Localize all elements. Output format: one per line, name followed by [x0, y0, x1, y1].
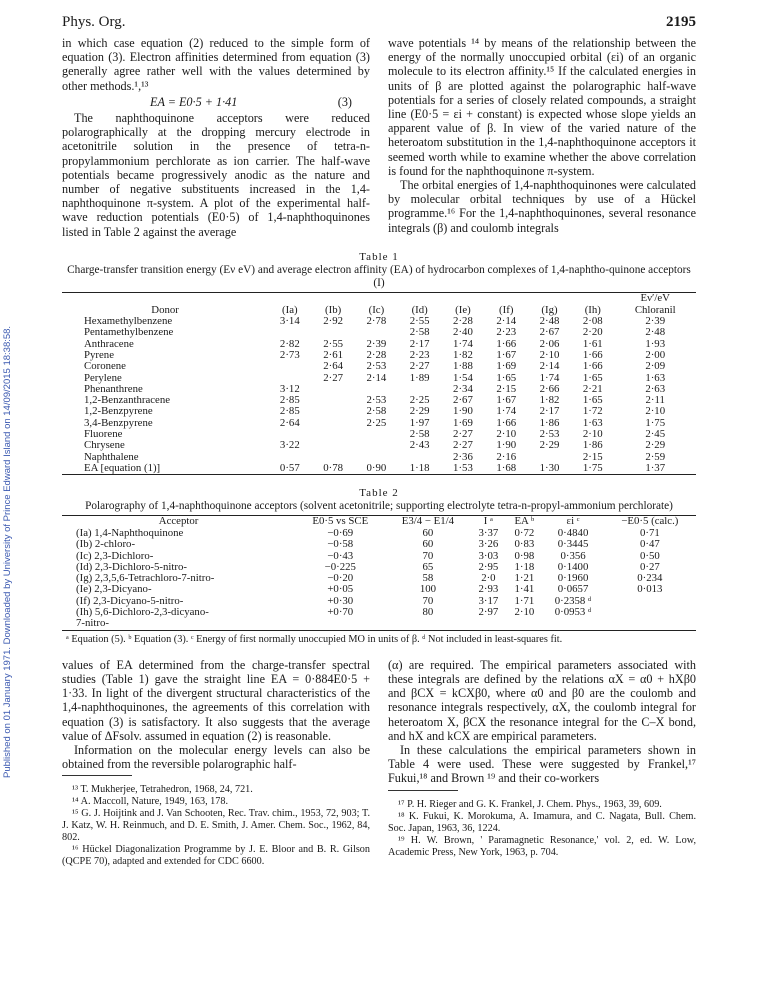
table-cell: 1·66: [582, 348, 603, 361]
table-cell: [268, 327, 311, 338]
column-header: Chloranil: [634, 303, 676, 316]
table-cell: −0·43: [327, 549, 354, 562]
column-header: (Ib): [325, 303, 342, 316]
table-1-grid: [62, 292, 696, 475]
table-cell: 65: [422, 560, 434, 573]
column-header: (Ia): [282, 303, 298, 316]
table-cell: 1·74: [496, 405, 517, 418]
table-cell: 2·64: [279, 416, 300, 429]
table-cell: 0·013: [637, 583, 663, 596]
table-cell: 2·10: [514, 605, 535, 618]
table-cell: 2·28: [453, 315, 473, 328]
row-label: Pentamethylbenzene: [84, 326, 174, 339]
table-cell: [542, 618, 603, 630]
table-cell: 2·10: [582, 428, 603, 441]
table-cell: 1·86: [582, 439, 603, 452]
table-cell: 2·48: [645, 326, 666, 339]
column-header: Donor: [151, 303, 179, 316]
table-cell: 2·67: [539, 326, 560, 339]
table-2-label: Table 2: [359, 487, 399, 500]
table-cell: 1·37: [645, 461, 666, 474]
table-cell: 2·97: [478, 605, 499, 618]
download-watermark-text: Published on 01 January 1971. Downloaded by University of Prince Edward Island on 14/09/2015 18:38:58.: [2, 325, 13, 778]
table-cell: 58: [422, 572, 434, 585]
table-cell: 2·43: [409, 439, 430, 452]
table-cell: 3·37: [478, 526, 499, 539]
column-header: (Ih): [584, 303, 601, 316]
bottom-left-column: [62, 658, 370, 869]
table-cell: 2·14: [496, 315, 517, 328]
table-cell: [355, 429, 398, 440]
table-cell: [311, 429, 354, 440]
paragraph: The naphthoquinone acceptors were reduced polarographically at the dropping mercury electrode in acetonitrile solution in the presence of tetra-n-propylammonium perchlorate as ion carrier. The half-wave potentials became progressively anodic as the nature and number of negative substituents increased in the 1,4-naphthoquinone π-system. A plot of the experimental half-wave reduction potentials (E0·5) of 1,4-naphthoquinones listed in Table 2 against the average: [62, 111, 370, 239]
running-head: [62, 8, 696, 36]
table-cell: 2·73: [279, 348, 300, 361]
column-header: (Ig): [541, 303, 558, 316]
table-cell: 2·39: [366, 337, 387, 350]
table-cell: 2·36: [453, 450, 473, 463]
table-cell: 2·28: [366, 348, 387, 361]
page-number: 2195: [666, 14, 696, 30]
column-header: E0·5 vs SCE: [312, 515, 369, 528]
reference: ¹⁷ P. H. Rieger and G. K. Frankel, J. Chem. Phys., 1963, 39, 609.: [398, 798, 662, 810]
table-cell: 1·63: [582, 416, 603, 429]
table-cell: 1·18: [514, 560, 535, 573]
paragraph: The orbital energies of 1,4-naphthoquinones were calculated by molecular orbital techniques by use of a Hückel programme.¹⁶ For the 1,4-naphthoquinones, several resonance integrals (β) and coulomb integrals: [388, 178, 696, 235]
table-cell: 2·63: [645, 382, 666, 395]
table-cell: 1·18: [409, 461, 430, 474]
table-cell: 1·53: [453, 461, 473, 474]
table-cell: [604, 618, 696, 630]
column-header: E3/4 − E1/4: [401, 515, 455, 528]
table-cell: 1·97: [409, 416, 430, 429]
table-cell: 0·3445: [557, 538, 589, 551]
table-cell: 0·78: [323, 461, 343, 474]
table-cell: 0·0953 ᵈ: [554, 605, 592, 618]
table-cell: 2·66: [539, 382, 560, 395]
equation-body: EA = E0·5 + 1·41: [150, 94, 238, 109]
table-1-body: [62, 316, 696, 475]
table-1-header-note: Eν′/eV: [640, 292, 670, 305]
table-cell: 3·17: [478, 594, 499, 607]
bottom-columns: [62, 658, 696, 869]
table-cell: −0·69: [327, 526, 354, 539]
table-cell: 0·47: [639, 538, 660, 551]
table-cell: 2·55: [323, 337, 343, 350]
table-cell: 1·89: [409, 371, 430, 384]
table-cell: 2·48: [539, 315, 560, 328]
table-cell: 1·65: [582, 371, 603, 384]
table-row: [62, 618, 696, 630]
table-cell: 3·12: [279, 382, 300, 395]
column-header: EA ᵇ: [514, 515, 535, 528]
table-row: [62, 528, 696, 539]
table-cell: 2·53: [366, 394, 387, 407]
column-header: (Ic): [368, 303, 385, 316]
table-cell: 0·2358 ᵈ: [554, 594, 592, 607]
table-cell: 2·00: [645, 348, 666, 361]
table-row: [62, 361, 696, 372]
row-label: Naphthalene: [84, 450, 139, 463]
table-cell: 0·27: [639, 560, 660, 573]
table-cell: 2·29: [409, 405, 430, 418]
column-header: I ᵃ: [483, 515, 494, 528]
table-row: [62, 607, 696, 618]
table-cell: 0·72: [514, 526, 535, 539]
table-cell: 70: [422, 549, 434, 562]
paragraph: (α) are required. The empirical parameters associated with these integrals are defined by the relations αX = α0 + hXβ0 and βCX = kCXβ0, where α0 and β0 are the coulomb and resonance integrals respectively, αX, the coulomb integral for heteroatom X, βCX the resonance integral for the C–X bond, and hX and kCX are empirical parameters.: [388, 657, 696, 743]
table-cell: 3·22: [279, 439, 300, 452]
table-cell: 2·64: [323, 360, 343, 373]
table-cell: 2·59: [645, 450, 666, 463]
footnote-rule: [388, 790, 458, 791]
table-cell: 2·17: [409, 337, 430, 350]
column-header: −E0·5 (calc.): [621, 515, 679, 528]
table-2-body: [62, 528, 696, 630]
table-cell: 0·4840: [557, 526, 589, 539]
table-cell: 1·66: [582, 360, 603, 373]
table-cell: 2·14: [539, 360, 560, 373]
journal-page: [62, 8, 696, 868]
table-cell: 2·82: [279, 337, 300, 350]
table-cell: 2·17: [539, 405, 560, 418]
table-cell: 2·95: [478, 560, 499, 573]
column-header: εi ᶜ: [566, 515, 580, 528]
table-cell: 60: [422, 526, 434, 539]
table-cell: 2·20: [582, 326, 603, 339]
table-cell: [311, 395, 354, 406]
table-cell: [311, 440, 354, 451]
table-cell: [311, 418, 354, 429]
table-cell: −0·20: [327, 572, 354, 585]
table-cell: 2·29: [539, 439, 560, 452]
reference: ¹³ T. Mukherjee, Tetrahedron, 1968, 24, 721.: [72, 784, 253, 796]
reference: ¹⁸ K. Fukui, K. Morokuma, A. Imamura, and C. Nagata, Bull. Chem. Soc. Japan, 1963, 36, 1224.: [388, 810, 696, 834]
table-cell: 1·66: [496, 337, 517, 350]
table-cell: 60: [422, 538, 434, 551]
references-left: [62, 784, 370, 868]
table-cell: 2·40: [453, 326, 473, 339]
table-row: [62, 539, 696, 550]
table-cell: 0·234: [637, 572, 663, 585]
row-label: (Ia) 1,4-Naphthoquinone: [76, 526, 184, 539]
table-cell: 1·74: [453, 337, 473, 350]
table-cell: 2·27: [409, 360, 430, 373]
row-label: Phenanthrene: [84, 382, 143, 395]
table-cell: 1·61: [582, 337, 603, 350]
table-cell: 2·23: [496, 326, 517, 339]
table-cell: 0·71: [639, 526, 660, 539]
download-watermark: [2, 118, 16, 778]
equation-3: [62, 93, 370, 111]
table-cell: 70: [422, 594, 434, 607]
table-cell: 0·98: [514, 549, 535, 562]
table-cell: 0·1960: [557, 572, 589, 585]
row-label: Coronene: [84, 360, 126, 373]
table-cell: 2·0: [481, 572, 496, 585]
table-cell: 2·27: [453, 439, 473, 452]
table-cell: 2·27: [453, 428, 473, 441]
paragraph: in which case equation (2) reduced to the simple form of equation (3). Electron affinities determined from equation (3) generally agree rather well with the values determined by other methods.¹,¹³: [62, 36, 370, 93]
table-cell: 0·83: [514, 538, 535, 551]
table-cell: 2·85: [279, 394, 300, 407]
table-cell: 3·03: [478, 549, 499, 562]
reference: ¹⁶ Hückel Diagonalization Programme by J. E. Bloor and B. R. Gilson (QCPE 70), adapted and extended for CDC 6600.: [62, 844, 370, 868]
table-cell: 2·78: [366, 315, 387, 328]
table-cell: 2·58: [409, 428, 430, 441]
table-cell: 1·75: [582, 461, 603, 474]
table-1-label: Table 1: [359, 250, 399, 263]
reference: ¹⁴ A. Maccoll, Nature, 1949, 163, 178.: [72, 796, 228, 808]
reference: ¹⁵ G. J. Hoijtink and J. Van Schooten, Rec. Trav. chim., 1953, 72, 903; T. J. Katz, W. H. Reinmuch, and D. E. Smith, J. Amer. Chem. Soc., 1962, 84, 802.: [62, 808, 370, 844]
table-cell: 2·15: [496, 382, 517, 395]
table-cell: −0·225: [324, 560, 356, 573]
table-cell: 1·30: [539, 461, 560, 474]
table-cell: [604, 596, 696, 607]
table-cell: 2·39: [645, 315, 666, 328]
table-cell: 2·25: [409, 394, 430, 407]
table-cell: 1·69: [496, 360, 517, 373]
table-cell: 0·57: [279, 461, 300, 474]
column-header: (Ie): [455, 303, 471, 316]
row-label: (Ic) 2,3-Dichloro-: [76, 549, 154, 562]
table-cell: 2·10: [496, 428, 517, 441]
table-cell: 2·61: [323, 348, 343, 361]
row-label: (Ie) 2,3-Dicyano-: [76, 583, 152, 596]
table-cell: 100: [419, 583, 437, 596]
top-left-column: [62, 36, 370, 239]
table-cell: 2·10: [539, 348, 560, 361]
table-cell: 2·23: [409, 348, 430, 361]
table-cell: 2·06: [539, 337, 560, 350]
table-cell: 0·356: [560, 549, 586, 562]
table-cell: 1·74: [539, 371, 560, 384]
footnote-rule: [62, 775, 132, 776]
table-2-caption: Polarography of 1,4-naphthoquinone acceptors (solvent acetonitrile; supporting electrolyte tetra-n-propyl-ammonium perchlorate): [85, 500, 673, 513]
row-label: Perylene: [84, 371, 122, 384]
table-row: [62, 440, 696, 451]
table-cell: [355, 440, 398, 451]
table-cell: 1·72: [582, 405, 603, 418]
table-cell: 2·58: [366, 405, 387, 418]
table-cell: 1·21: [514, 572, 535, 585]
table-cell: 2·93: [478, 583, 499, 596]
bottom-right-column: [388, 658, 696, 869]
table-cell: 1·86: [539, 416, 560, 429]
table-cell: [506, 618, 542, 630]
table-cell: 2·67: [453, 394, 473, 407]
table-cell: 2·25: [366, 416, 387, 429]
row-label: (Ih) 5,6-Dichloro-2,3-dicyano-: [76, 605, 209, 618]
table-cell: [604, 607, 696, 618]
table-cell: 0·1400: [557, 560, 589, 573]
table-cell: 2·27: [323, 371, 343, 384]
references-right: [388, 799, 696, 859]
top-columns: [62, 36, 696, 239]
reference: ¹⁹ H. W. Brown, ' Paramagnetic Resonance,' vol. 2, ed. W. Low, Academic Press, New York, 1963, p. 704.: [388, 834, 696, 858]
column-header: (Id): [411, 303, 428, 316]
row-label: Anthracene: [84, 337, 134, 350]
table-cell: 1·65: [496, 371, 517, 384]
table-row: [62, 573, 696, 584]
table-cell: −0·58: [327, 538, 354, 551]
table-cell: 2·34: [453, 382, 473, 395]
table-cell: 2·14: [366, 371, 387, 384]
table-cell: [268, 361, 311, 372]
column-header: Acceptor: [158, 515, 199, 528]
row-label: (If) 2,3-Dicyano-5-nitro-: [76, 594, 184, 607]
table-cell: [311, 384, 354, 395]
row-label: Pyrene: [84, 348, 114, 361]
table-2-grid: [62, 515, 696, 630]
row-label: 3,4-Benzpyrene: [84, 416, 153, 429]
table-cell: 1·63: [645, 371, 666, 384]
row-label: Hexamethylbenzene: [84, 315, 173, 328]
row-label: EA [equation (1)]: [84, 461, 161, 474]
table-cell: 0·50: [639, 549, 660, 562]
table-cell: 1·54: [453, 371, 473, 384]
table-2-footnote: ᵃ Equation (5). ᵇ Equation (3). ᶜ Energy of first normally unoccupied MO in units of β. ᵈ Not included in least-squares fit.: [66, 633, 563, 645]
table-cell: 1·71: [514, 594, 535, 607]
table-cell: 2·53: [366, 360, 387, 373]
table-cell: 1·90: [496, 439, 517, 452]
table-cell: 3·14: [279, 315, 300, 328]
row-label: 7-nitro-: [76, 617, 109, 630]
equation-number: (3): [337, 94, 352, 109]
table-cell: 0·0657: [557, 583, 589, 596]
table-cell: 1·90: [453, 405, 473, 418]
table-row: [62, 584, 696, 595]
table-cell: 2·53: [539, 428, 560, 441]
table-cell: 1·67: [496, 348, 517, 361]
paragraph: wave potentials ¹⁴ by means of the relationship between the energy of the normally unoccupied orbital (εi) of an organic molecule to its electron affinity.¹⁵ If the calculated energies in units of β are plotted against the polarographic half-wave potentials for a series of closely related compounds, a straight line (E0·5 = εi + constant) is expected whose slope yields an apparent value of β. In view of the varied nature of the heteroatom substitution in the 1,4-naphthoquinone acceptors it seemed worth while to examine whether the above correlation is found for the naphthoquinone π-system.: [388, 36, 696, 178]
table-1: [62, 251, 696, 475]
table-cell: [295, 618, 385, 630]
table-cell: 2·10: [645, 405, 666, 418]
row-label: (Ib) 2-chloro-: [76, 538, 136, 551]
table-cell: 1·82: [453, 348, 473, 361]
table-1-caption: Charge-transfer transition energy (Eν eV) and average electron affinity (EA) of hydrocarbon complexes of 1,4-naphtho-quinone acceptors (I): [67, 264, 691, 290]
column-header: (If): [499, 303, 514, 316]
table-2: [62, 487, 696, 646]
table-cell: 2·11: [645, 394, 665, 407]
table-cell: 1·68: [496, 461, 517, 474]
table-cell: [385, 618, 470, 630]
table-cell: 1·65: [582, 394, 603, 407]
table-cell: 2·15: [582, 450, 603, 463]
table-cell: 2·16: [496, 450, 517, 463]
table-cell: +0·05: [327, 583, 354, 596]
table-cell: 2·92: [323, 315, 343, 328]
paragraph: In these calculations the empirical parameters shown in Table 4 were used. These were suggested by Frankel,¹⁷ Fukui,¹⁸ and Brown ¹⁹ and their co-workers: [388, 743, 696, 786]
paragraph: Information on the molecular energy levels can also be obtained from the reversible polarographic half-: [62, 743, 370, 772]
table-cell: 1·69: [453, 416, 473, 429]
table-cell: 1·75: [645, 416, 666, 429]
table-cell: 1·93: [645, 337, 666, 350]
table-cell: [311, 327, 354, 338]
row-label: 1,2-Benzpyrene: [84, 405, 153, 418]
table-cell: [470, 618, 506, 630]
table-cell: 2·55: [409, 315, 430, 328]
table-cell: [355, 327, 398, 338]
row-label: Fluorene: [84, 428, 123, 441]
table-cell: +0·30: [327, 594, 354, 607]
table-row: [62, 463, 696, 475]
paragraph: values of EA determined from the charge-transfer spectral studies (Table 1) gave the straight line EA = 0·884E0·5 + 1·33. In light of the divergent structural characteristics of the 1,4-naphthoquinones, the agreements of this correlation with equation (3) is satisfactory. It also suggests that the average value of ΔFsolv. assumed in equation (2) is reasonable.: [62, 657, 370, 743]
table-cell: 80: [422, 605, 434, 618]
table-cell: 2·58: [409, 326, 430, 339]
row-label: (Id) 2,3-Dichloro-5-nitro-: [76, 560, 187, 573]
table-cell: 1·66: [496, 416, 517, 429]
table-cell: 1·82: [539, 394, 560, 407]
table-cell: 2·09: [645, 360, 666, 373]
row-label: (Ig) 2,3,5,6-Tetrachloro-7-nitro-: [76, 572, 215, 585]
table-cell: 0·90: [366, 461, 387, 474]
table-cell: 1·41: [514, 583, 535, 596]
table-cell: [311, 406, 354, 417]
table-cell: 2·85: [279, 405, 300, 418]
table-cell: +0·70: [327, 605, 354, 618]
journal-section: Phys. Org.: [62, 14, 126, 30]
table-cell: 2·21: [582, 382, 603, 395]
top-right-column: [388, 36, 696, 239]
table-row: [62, 327, 696, 338]
table-cell: 1·88: [453, 360, 473, 373]
row-label: Chrysene: [84, 439, 125, 452]
table-cell: 2·29: [645, 439, 666, 452]
row-label: 1,2-Benzanthracene: [84, 394, 171, 407]
table-cell: 2·08: [582, 315, 603, 328]
table-cell: 2·45: [645, 428, 666, 441]
table-cell: 3·26: [478, 538, 499, 551]
table-cell: 1·67: [496, 394, 517, 407]
